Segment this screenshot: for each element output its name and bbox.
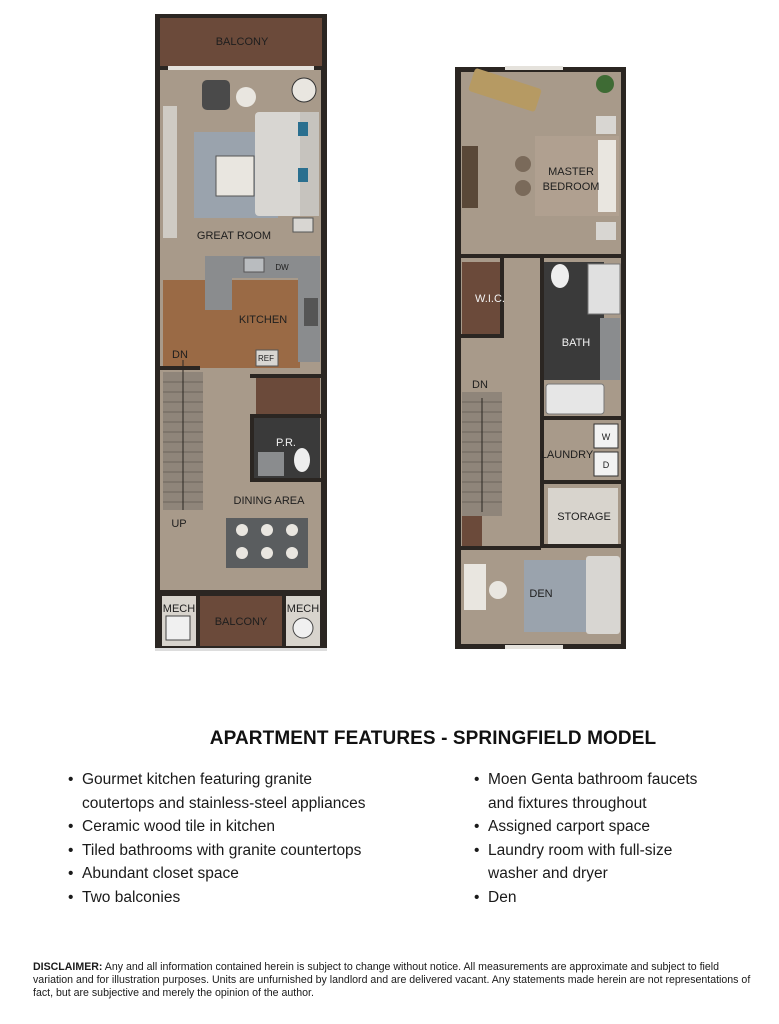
kitchen-sink — [244, 258, 264, 272]
pr-wall-left — [250, 414, 254, 480]
den-desk — [464, 564, 486, 610]
disclaimer-label: DISCLAIMER: — [33, 961, 103, 973]
label-laundry: LAUNDRY — [540, 449, 594, 461]
laundry-wall-left — [540, 420, 544, 548]
feature-text: Two balconies — [82, 888, 181, 906]
feature-text: coutertops and stainless-steel appliances — [82, 794, 366, 812]
label-master-bedroom-line1: MASTER — [548, 166, 594, 178]
label-mech-left: MECH — [162, 603, 196, 615]
label-kitchen: KITCHEN — [238, 314, 288, 326]
label-dryer: D — [602, 460, 610, 470]
label-wic: W.I.C. — [475, 293, 505, 305]
balcony-bottom-rail — [155, 648, 327, 651]
upper-wall-1 — [461, 254, 621, 258]
bath-wall-bottom — [540, 416, 621, 420]
wic-wall-bottom — [461, 334, 504, 338]
dining-plate-4 — [236, 547, 248, 559]
mech-left-unit — [166, 616, 190, 640]
feature-item — [474, 768, 764, 815]
label-ref: REF — [258, 354, 274, 363]
label-dining-area: DINING AREA — [233, 495, 305, 507]
balcony-top-door — [168, 66, 314, 70]
upper-level-plan — [455, 66, 626, 649]
label-balcony-top: BALCONY — [215, 36, 269, 48]
feature-text: Laundry room with full-size — [488, 841, 673, 859]
bullet-glyph: • — [474, 771, 480, 788]
label-upper-stairs-dn: DN — [472, 379, 488, 391]
upper-stair-wall — [461, 546, 541, 550]
bed-pillows — [598, 140, 616, 212]
feature-text: washer and dryer — [488, 865, 608, 882]
label-great-room: GREAT ROOM — [196, 230, 272, 242]
pr-wall-bottom — [250, 478, 322, 482]
shower — [588, 264, 620, 314]
bullet-glyph: • — [68, 865, 74, 882]
lower-bottom-wall — [160, 590, 321, 594]
lower-level-plan — [155, 14, 327, 651]
nightstand-1 — [596, 116, 616, 134]
label-powder-room: P.R. — [276, 437, 296, 449]
closet-wall-top — [250, 374, 322, 378]
label-dw: DW — [275, 263, 289, 272]
floor-lamp — [292, 78, 316, 102]
plant — [596, 75, 614, 93]
den-sofa — [586, 556, 620, 634]
label-balcony-bottom: BALCONY — [214, 616, 268, 628]
label-bath: BATH — [561, 337, 591, 349]
disclaimer — [33, 961, 751, 1001]
side-table — [236, 87, 256, 107]
bullet-glyph: • — [68, 841, 74, 859]
pr-wall-top — [250, 414, 322, 418]
bullet-glyph: • — [68, 888, 74, 906]
feature-text: Abundant closet space — [82, 865, 239, 882]
label-den: DEN — [529, 588, 553, 600]
feature-item — [68, 815, 408, 839]
stair-wall — [160, 366, 200, 370]
closet-floor — [256, 378, 320, 414]
bench-2 — [515, 180, 531, 196]
label-stairs-up: UP — [171, 518, 187, 530]
feature-text: Tiled bathrooms with granite countertops — [82, 841, 362, 859]
features-list-left — [68, 768, 408, 909]
feature-item — [68, 862, 408, 886]
dining-plate-1 — [236, 524, 248, 536]
feature-item — [68, 768, 408, 815]
lower-stairs — [163, 360, 203, 510]
features-list-right — [474, 768, 764, 909]
nightstand-2 — [596, 222, 616, 240]
armchair — [202, 80, 230, 110]
feature-text: Moen Genta bathroom faucets — [488, 771, 698, 788]
dining-plate-6 — [286, 547, 298, 559]
feature-text: Ceramic wood tile in kitchen — [82, 818, 275, 835]
bath-wall-left — [540, 258, 544, 416]
dining-plate-2 — [261, 524, 273, 536]
upper-window-top — [505, 66, 563, 70]
feature-item — [68, 886, 408, 910]
feature-text: Assigned carport space — [488, 818, 650, 835]
label-washer: W — [601, 432, 611, 442]
bullet-glyph: • — [474, 888, 480, 906]
storage-wall-bottom — [540, 544, 621, 548]
tv-console — [163, 106, 177, 238]
mech-right-unit — [293, 618, 313, 638]
dresser — [462, 146, 478, 208]
sofa-cushion-1 — [298, 122, 308, 136]
pr-toilet — [294, 448, 310, 472]
feature-text: and fixtures throughout — [488, 794, 647, 812]
feature-text: Den — [488, 888, 517, 906]
bullet-glyph: • — [474, 818, 480, 835]
den-chair — [489, 581, 507, 599]
feature-item — [474, 815, 764, 839]
bench-1 — [515, 156, 531, 172]
label-mech-right: MECH — [286, 603, 320, 615]
sofa-cushion-2 — [298, 168, 308, 182]
upper-window-bottom — [505, 645, 563, 649]
feature-item — [474, 839, 764, 886]
feature-item — [474, 886, 764, 910]
coffee-table — [216, 156, 254, 196]
label-storage: STORAGE — [557, 511, 611, 523]
bath-vanity — [600, 318, 620, 380]
dining-plate-3 — [286, 524, 298, 536]
bath-toilet — [551, 264, 569, 288]
pr-vanity — [258, 452, 284, 476]
bullet-glyph: • — [68, 771, 74, 788]
laundry-wall-bottom — [540, 480, 621, 484]
label-stairs-dn: DN — [172, 349, 188, 361]
label-master-bedroom-line2: BEDROOM — [542, 181, 600, 193]
bathtub — [546, 384, 604, 414]
end-table — [293, 218, 313, 232]
disclaimer-text: Any and all information contained herein is subject to change without notice. All measurements are approximate and subject to field variation and for illustration purposes. Units are unfurnished by landlord and are delivered vacant. Any statements made herein are not representations of fact, but are subjective and merely the opinion of the author. — [33, 961, 751, 1000]
dining-plate-5 — [261, 547, 273, 559]
feature-text: Gourmet kitchen featuring granite — [82, 771, 313, 788]
feature-item — [68, 839, 408, 863]
bullet-glyph: • — [474, 841, 480, 859]
range — [304, 298, 318, 326]
features-title: APARTMENT FEATURES - SPRINGFIELD MODEL — [209, 728, 657, 749]
bullet-glyph: • — [68, 818, 74, 835]
